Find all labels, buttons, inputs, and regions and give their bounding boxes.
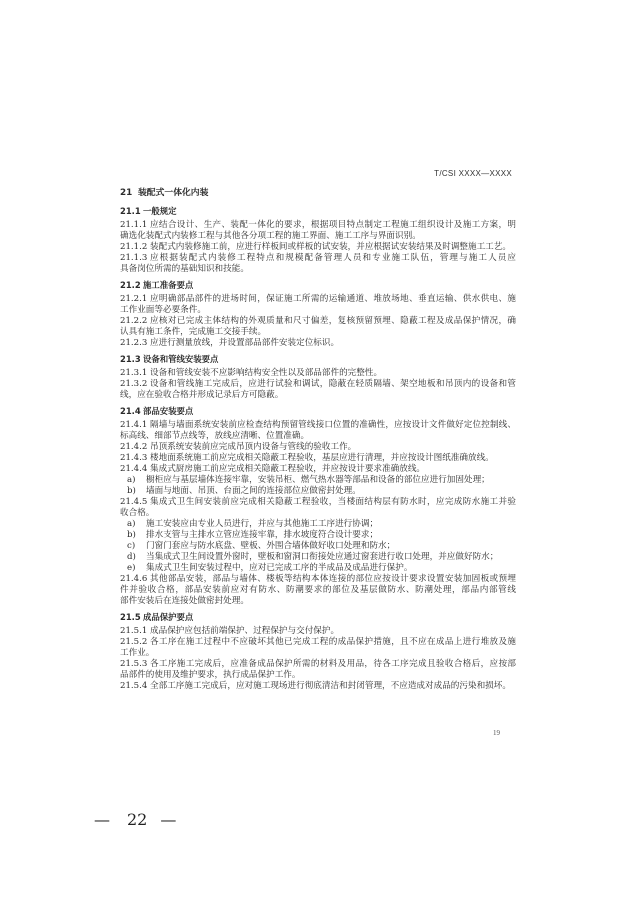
clause-line	[120, 294, 516, 305]
clause-line	[120, 442, 516, 453]
clause-line	[120, 659, 516, 670]
clause	[120, 379, 516, 401]
footer-page-number: 22	[127, 810, 148, 829]
clause-line	[120, 596, 516, 607]
footer-dash-left: —	[94, 810, 110, 829]
page-footer	[94, 808, 176, 832]
clause-text: 集成式厨房施工前应完成相关隐蔽工程验收，并应按设计要求准确放线。	[150, 464, 426, 474]
list-item-label: a)	[127, 519, 136, 529]
clause-number: 21.2.3	[120, 338, 148, 348]
list-item	[120, 530, 516, 541]
clause-number: 21.4.4	[120, 464, 148, 474]
clause-text: 应明确部品部件的进场时间，保证施工所需的运输通道、堆放场地、垂直运输、供水供电、施	[150, 294, 516, 304]
clause-line	[120, 681, 516, 692]
clause	[120, 442, 516, 453]
clause-number: 21.5.1	[120, 626, 148, 636]
clause-line	[120, 574, 516, 585]
clause-text: 其他部品安装，部品与墙体、楼板等结构本体连接的部位应按设计要求设置安装加固板或预埋	[150, 574, 516, 584]
clause-number: 21.1.2	[120, 242, 148, 252]
clause-line	[120, 242, 516, 253]
clause-text: 吊顶系统安装前应完成吊顶内设备与管线的验收工作。	[150, 442, 357, 452]
clause-text: 集成式卫生间安装前应完成相关隐蔽工程验收，当楼面结构层有防水时，应完成防水施工并验	[150, 497, 516, 507]
clause	[120, 574, 516, 607]
clause-line	[120, 253, 516, 264]
clause-text: 楼地面系统施工前应完成相关隐蔽工程验收，基层应进行清理，并应按设计图纸准确放线。	[150, 453, 494, 463]
clause	[120, 497, 516, 574]
clause-line	[120, 497, 516, 508]
clause-text: 工作业面等必要条件。	[120, 305, 206, 315]
clause-line	[120, 220, 516, 231]
list-item	[120, 563, 516, 574]
list-item	[120, 541, 516, 552]
list-item	[120, 552, 516, 563]
clause-line	[120, 420, 516, 431]
clause-number: 21.4.2	[120, 442, 148, 452]
clause-number: 21.4.1	[120, 420, 148, 430]
chapter-title: 装配式一体化内装	[138, 188, 209, 198]
clause	[120, 338, 516, 349]
clause	[120, 659, 516, 681]
list-item-text: 施工安装应由专业人员进行，并应与其他施工工序进行协调；	[146, 519, 379, 529]
clause-number: 21.1.3	[120, 253, 148, 263]
clause-number: 21.4.3	[120, 453, 148, 463]
clause-number: 21.5.2	[120, 637, 148, 647]
clause-line	[120, 464, 516, 475]
clause-text: 品部件的使用及维护要求，执行成品保护工作。	[120, 670, 301, 680]
section-title: 设备和管线安装要点	[143, 354, 219, 364]
list-item	[120, 486, 516, 497]
clause-text: 应结合设计、生产、装配一体化的要求，根据项目特点制定工程施工组织设计及施工方案，明	[150, 220, 516, 230]
clause-number: 21.2.1	[120, 294, 148, 304]
clause-text: 装配式内装修施工前，应进行样板间或样板的试安装，并应根据试安装结果及时调整施工工艺。	[150, 242, 511, 252]
list-item-text: 集成式卫生间安装过程中，应对已完成工序的半成品及成品进行保护。	[146, 563, 413, 573]
clause	[120, 316, 516, 338]
section-heading	[120, 279, 516, 291]
section-number: 21.3	[120, 354, 141, 364]
clause-text: 件并验收合格，部品安装前应对有防水、防潮要求的部位及基层做防水、防潮处理，部品内部管线	[120, 585, 516, 595]
clause-line	[120, 379, 516, 390]
list-item-label: d)	[127, 552, 136, 562]
clause-text: 应核对已完成主体结构的外观质量和尺寸偏差，复核预留预埋、隐蔽工程及成品保护情况，确	[150, 316, 516, 326]
clause-text: 应进行测量放线，并设置部品部件安装定位标识。	[150, 338, 340, 348]
clause-line	[120, 648, 516, 659]
clause	[120, 681, 516, 692]
list-item	[120, 519, 516, 530]
document-body	[120, 187, 516, 692]
clause-text: 认具有施工条件，完成施工交接手续。	[120, 327, 267, 337]
list-item-text: 门窗门套应与防水底盘、壁板、外围合墙体做好收口处理和防水；	[146, 541, 396, 551]
clause-text: 设备和管线安装不应影响结构安全性以及部品部件的完整性。	[150, 368, 383, 378]
section-number: 21.2	[120, 280, 141, 290]
clause	[120, 464, 516, 497]
clause-text: 各工序施工完成后，应准备成品保护所需的材料及用品，待各工序完成且验收合格后，应按部	[150, 659, 516, 669]
clause	[120, 253, 516, 275]
section-title: 施工准备要点	[143, 280, 194, 290]
clause-line	[120, 264, 516, 275]
clause-text: 成品保护应包括前端保护、过程保护与交付保护。	[150, 626, 340, 636]
clause-number: 21.3.2	[120, 379, 148, 389]
chapter-number: 21	[120, 188, 133, 198]
clause-line	[120, 637, 516, 648]
clause-text: 隔墙与墙面系统安装前应检查结构预留管线接口位置的准确性，应按设计文件做好定位控制线、	[150, 420, 516, 430]
clause-text: 各工序在施工过程中不应破坏其他已完成工程的成品保护措施，且不应在成品上进行堆放及施	[150, 637, 516, 647]
clause-text: 标高线、细部节点线等，放线应清晰、位置准确。	[120, 431, 310, 441]
clause	[120, 626, 516, 637]
clause-line	[120, 585, 516, 596]
list-item-text: 橱柜应与基层墙体连接牢靠，安装吊柜、燃气热水器等部品和设备的部位应进行加固处理；	[146, 475, 490, 485]
clause-line	[120, 327, 516, 338]
clause-line	[120, 390, 516, 401]
clause-line	[120, 508, 516, 519]
list-item-text: 墙面与地面、吊顶、台面之间的连接部位应做密封处理。	[146, 486, 361, 496]
clause-line	[120, 626, 516, 637]
clause-line	[120, 316, 516, 327]
clause-line	[120, 305, 516, 316]
clause-text: 收合格。	[120, 508, 155, 518]
section-number: 21.5	[120, 612, 141, 622]
clause-text: 具备岗位所需的基础知识和技能。	[120, 264, 249, 274]
chapter-heading	[120, 187, 516, 199]
clause	[120, 294, 516, 316]
clause	[120, 420, 516, 442]
clause-text: 线，应在验收合格并形成记录后方可隐蔽。	[120, 390, 284, 400]
clause	[120, 368, 516, 379]
section-heading	[120, 205, 516, 217]
list-item-label: b)	[127, 486, 136, 496]
section-number: 21.1	[120, 206, 141, 216]
clause-line	[120, 338, 516, 349]
clause-number: 21.1.1	[120, 220, 148, 230]
clause-line	[120, 368, 516, 379]
section-number: 21.4	[120, 406, 141, 416]
section-heading	[120, 405, 516, 417]
list-item-label: a)	[127, 475, 136, 485]
clause-number: 21.5.4	[120, 681, 148, 691]
list-item-label: e)	[127, 563, 136, 573]
clause-number: 21.2.2	[120, 316, 148, 326]
clause-text: 工作业。	[120, 648, 155, 658]
clause-text: 全部工序施工完成后，应对施工现场进行彻底清洁和封闭管理，不应造成对成品的污染和损坏。	[150, 681, 511, 691]
clause	[120, 220, 516, 242]
clause-line	[120, 453, 516, 464]
clause-text: 部件安装后在连接处做密封处理。	[120, 596, 249, 606]
section-title: 成品保护要点	[143, 612, 194, 622]
section-heading	[120, 353, 516, 365]
clause-number: 21.4.6	[120, 574, 148, 584]
section-heading	[120, 611, 516, 623]
clause-text: 确选化装配式内装修工程与其他各分项工程的施工界面、施工工序与界面识别。	[120, 231, 421, 241]
section-title: 部品安装要点	[143, 406, 194, 416]
clause-number: 21.3.1	[120, 368, 148, 378]
clause-number: 21.5.3	[120, 659, 148, 669]
clause-line	[120, 670, 516, 681]
list-item	[120, 475, 516, 486]
list-item-text: 排水支管与主排水立管应连接牢靠，排水坡度符合设计要求；	[146, 530, 379, 540]
clause	[120, 637, 516, 659]
clause-text: 设备和管线施工完成后，应进行试验和调试，隐蔽在轻质隔墙、架空地板和吊顶内的设备和管	[150, 379, 516, 389]
list-item-text: 当集成式卫生间设置外窗时，壁板和窗洞口衔接处应通过窗套进行收口处理，并应做好防水；	[146, 552, 499, 562]
clause-line	[120, 431, 516, 442]
clause	[120, 242, 516, 253]
clause-text: 应根据装配式内装修工程特点和规模配备管理人员和专业施工队伍，管理与施工人员应	[150, 253, 516, 263]
list-item-label: c)	[127, 541, 136, 551]
printed-page-number: 19	[493, 729, 500, 737]
list-item-label: b)	[127, 530, 136, 540]
footer-dash-right: —	[160, 810, 177, 829]
clause	[120, 453, 516, 464]
clause-number: 21.4.5	[120, 497, 148, 507]
standard-code-header: T/CSI XXXX—XXXX	[434, 169, 512, 178]
section-title: 一般规定	[143, 206, 177, 216]
clause-line	[120, 231, 516, 242]
